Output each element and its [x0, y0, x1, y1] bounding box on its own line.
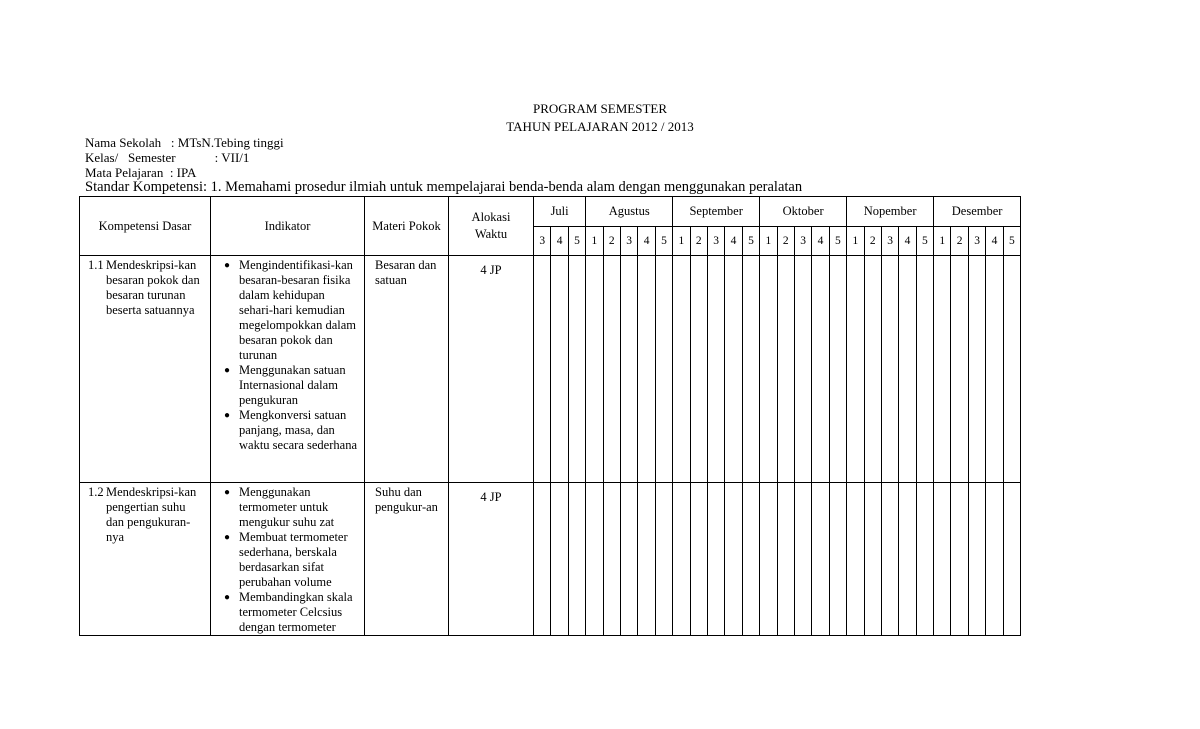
schedule-cell — [760, 483, 777, 636]
schedule-cell — [934, 256, 951, 483]
week-number: 3 — [881, 227, 898, 256]
schedule-cell — [655, 256, 672, 483]
schedule-cell — [673, 483, 690, 636]
schedule-cell — [1003, 256, 1020, 483]
schedule-cell — [534, 256, 551, 483]
schedule-cell — [586, 483, 603, 636]
indicator-item: ● Mengindentifikasi-kan besaran-besaran fisika dalam kehidupan sehari-hari kemudian megelompokkan dalam besaran pokok dan turunan — [215, 258, 360, 363]
week-number: 2 — [951, 227, 968, 256]
page-subtitle: TAHUN PELAJARAN 2012 / 2013 — [506, 119, 694, 134]
schedule-cell — [742, 256, 759, 483]
alokasi-waktu-cell: 4 JP — [449, 256, 534, 483]
materi-pokok-cell: Besaran dan satuan — [365, 256, 449, 483]
schedule-cell — [812, 483, 829, 636]
schedule-cell — [847, 256, 864, 483]
schedule-cell — [794, 256, 811, 483]
week-number: 2 — [864, 227, 881, 256]
schedule-cell — [829, 256, 846, 483]
bullet-icon: ● — [223, 487, 231, 498]
kd-text: Mendeskripsi-kan besaran pokok dan besaran turunan beserta satuannya — [106, 258, 200, 317]
indicator-item: ● Membandingkan skala termometer Celcsius dengan termometer — [215, 590, 360, 635]
schedule-cell — [986, 483, 1003, 636]
schedule-cell — [586, 256, 603, 483]
bullet-icon: ● — [223, 592, 231, 603]
week-number: 3 — [968, 227, 985, 256]
schedule-cell — [551, 256, 568, 483]
week-number: 4 — [812, 227, 829, 256]
schedule-cell — [673, 256, 690, 483]
week-number: 2 — [690, 227, 707, 256]
schedule-cell — [725, 483, 742, 636]
schedule-cell — [603, 483, 620, 636]
alokasi-waktu-cell: 4 JP — [449, 483, 534, 636]
table-row — [80, 483, 1021, 636]
kompetensi-dasar-cell — [80, 256, 211, 483]
week-number: 4 — [986, 227, 1003, 256]
competency-standard: Standar Kompetensi: 1. Memahami prosedur ilmiah untuk mempelajarai benda-benda alam dengan menggunakan peralatan — [85, 179, 803, 195]
materi-pokok-cell: Suhu dan pengukur-an — [365, 483, 449, 636]
week-number: 5 — [916, 227, 933, 256]
schedule-cell — [725, 256, 742, 483]
schedule-cell — [777, 256, 794, 483]
schedule-cell — [777, 483, 794, 636]
indicator-item: ● Menggunakan satuan Internasional dalam pengukuran — [215, 363, 360, 408]
bullet-icon: ● — [223, 365, 231, 376]
schedule-cell — [916, 256, 933, 483]
school-name: Nama Sekolah : MTsN.Tebing tinggi — [85, 135, 284, 150]
indikator-cell — [211, 483, 365, 636]
schedule-cell — [916, 483, 933, 636]
header-alokasi-waktu: Alokasi Waktu — [449, 197, 534, 256]
week-number: 5 — [1003, 227, 1020, 256]
schedule-cell — [603, 256, 620, 483]
week-number: 3 — [534, 227, 551, 256]
week-number: 5 — [829, 227, 846, 256]
indicator-item: ● Menggunakan termometer untuk mengukur suhu zat — [215, 485, 360, 530]
schedule-cell — [707, 483, 724, 636]
schedule-cell — [812, 256, 829, 483]
schedule-cell — [986, 256, 1003, 483]
class-semester: Kelas/ Semester : VII/1 — [85, 150, 250, 165]
schedule-cell — [620, 483, 637, 636]
bullet-icon: ● — [223, 410, 231, 421]
schedule-cell — [934, 483, 951, 636]
schedule-cell — [968, 256, 985, 483]
schedule-cell — [968, 483, 985, 636]
week-number: 3 — [707, 227, 724, 256]
semester-program-table — [79, 196, 1021, 636]
month-header: Nopember — [847, 197, 934, 227]
schedule-cell — [794, 483, 811, 636]
schedule-cell — [829, 483, 846, 636]
kd-number: 1.2 — [88, 485, 104, 499]
header-indikator: Indikator — [211, 197, 365, 256]
schedule-cell — [534, 483, 551, 636]
week-number: 4 — [725, 227, 742, 256]
week-number: 4 — [899, 227, 916, 256]
schedule-cell — [655, 483, 672, 636]
indicator-item: ● Membuat termometer sederhana, berskala berdasarkan sifat perubahan volume — [215, 530, 360, 590]
schedule-cell — [568, 483, 585, 636]
week-number: 4 — [551, 227, 568, 256]
schedule-cell — [881, 483, 898, 636]
bullet-icon: ● — [223, 260, 231, 271]
month-header: Oktober — [760, 197, 847, 227]
schedule-cell — [899, 483, 916, 636]
month-header: September — [673, 197, 760, 227]
kd-text: Mendeskripsi-kan pengertian suhu dan pengukuran-nya — [106, 485, 197, 544]
indikator-cell — [211, 256, 365, 483]
schedule-cell — [864, 256, 881, 483]
week-number: 1 — [673, 227, 690, 256]
week-number: 1 — [847, 227, 864, 256]
schedule-cell — [551, 483, 568, 636]
schedule-cell — [899, 256, 916, 483]
week-number: 5 — [568, 227, 585, 256]
month-header: Desember — [934, 197, 1021, 227]
schedule-cell — [568, 256, 585, 483]
week-number: 4 — [638, 227, 655, 256]
schedule-cell — [951, 483, 968, 636]
week-number: 2 — [603, 227, 620, 256]
bullet-icon: ● — [223, 532, 231, 543]
schedule-cell — [690, 256, 707, 483]
header-kompetensi-dasar: Kompetensi Dasar — [80, 197, 211, 256]
week-number: 1 — [586, 227, 603, 256]
schedule-cell — [707, 256, 724, 483]
schedule-cell — [690, 483, 707, 636]
schedule-cell — [638, 256, 655, 483]
week-number: 3 — [794, 227, 811, 256]
week-number: 5 — [655, 227, 672, 256]
schedule-cell — [620, 256, 637, 483]
schedule-cell — [742, 483, 759, 636]
schedule-cell — [881, 256, 898, 483]
schedule-cell — [760, 256, 777, 483]
week-number: 3 — [620, 227, 637, 256]
week-number: 1 — [934, 227, 951, 256]
schedule-cell — [847, 483, 864, 636]
kd-number: 1.1 — [88, 258, 104, 272]
schedule-cell — [951, 256, 968, 483]
indicator-item: ● Mengkonversi satuan panjang, masa, dan waktu secara sederhana — [215, 408, 360, 453]
schedule-cell — [1003, 483, 1020, 636]
week-number: 2 — [777, 227, 794, 256]
subject: Mata Pelajaran : IPA — [85, 165, 197, 180]
table-row — [80, 256, 1021, 483]
week-number: 5 — [742, 227, 759, 256]
week-number: 1 — [760, 227, 777, 256]
month-header: Agustus — [586, 197, 673, 227]
month-header: Juli — [534, 197, 586, 227]
page-title: PROGRAM SEMESTER — [533, 101, 667, 116]
header-materi-pokok: Materi Pokok — [365, 197, 449, 256]
schedule-cell — [864, 483, 881, 636]
schedule-cell — [638, 483, 655, 636]
kompetensi-dasar-cell — [80, 483, 211, 636]
